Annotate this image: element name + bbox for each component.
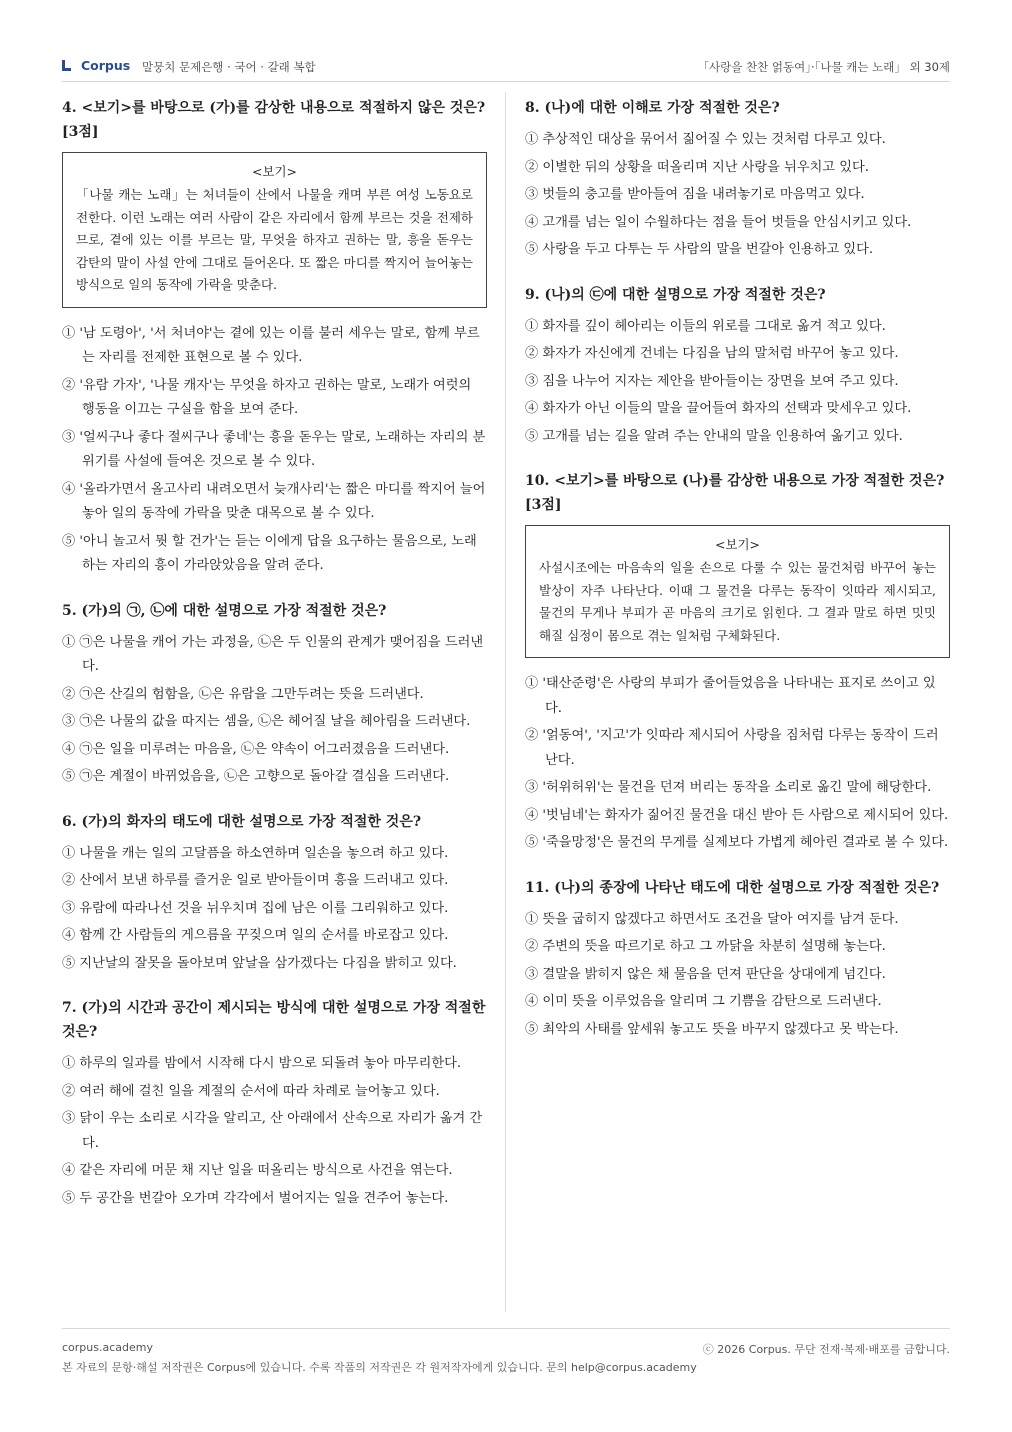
footer-copyright: ⓒ 2026 Corpus. 무단 전재·복제·배포를 금합니다. [702,1343,950,1356]
option-1[interactable]: ① 추상적인 대상을 묶어서 짊어질 수 있는 것처럼 다루고 있다. [525,132,886,147]
option-5[interactable]: ⑤ '죽을망정'은 물건의 무게를 실제보다 가볍게 헤아린 결과로 볼 수 있다. [525,835,949,850]
option-1[interactable]: ① 뜻을 굽히지 않겠다고 하면서도 조건을 달아 여지를 남겨 둔다. [525,911,899,927]
option-5[interactable]: ⑤ 지난날의 잘못을 돌아보며 앞날을 삼가겠다는 다짐을 밝히고 있다. [62,955,457,971]
option-3[interactable]: ③ 유람에 따라나선 것을 뉘우치며 집에 남은 이를 그리워하고 있다. [62,900,449,916]
question-stem: 7. (가)의 시간과 공간이 제시되는 방식에 대한 설명으로 가장 적절한 것은? [62,1000,486,1040]
option-5[interactable]: ⑤ ㉠은 계절이 바뀌었음을, ㉡은 고향으로 돌아갈 결심을 드러낸다. [62,769,450,784]
bogi-body: 「나물 캐는 노래」는 처녀들이 산에서 나물을 캐며 부른 여성 노동요로 전한다. 이런 노래는 여러 사람이 같은 자리에서 함께 부르는 것을 전제하므로, 곁에 있는 이를 부르는 말, 무엇을 하자고 권하는 말, 흥을 돋우는 감탄의 말이 사설 안에 그대로 들어온다. 또 짧은 마디를 짝지어 늘어놓는 방식으로 일의 동작에 가락을 맞춘다. [76,187,473,292]
option-4[interactable]: ④ 함께 간 사람들의 게으름을 꾸짖으며 일의 순서를 바로잡고 있다. [62,928,449,943]
option-1[interactable]: ① 하루의 일과를 밤에서 시작해 다시 밤으로 되돌려 놓아 마무리한다. [62,1056,462,1071]
option-4[interactable]: ④ 화자가 아닌 이들의 말을 끌어들여 화자의 선택과 맞세우고 있다. [525,401,912,416]
option-3[interactable]: ③ 짐을 나누어 지자는 제안을 받아들이는 장면을 보여 주고 있다. [525,373,899,389]
option-4[interactable]: ④ 같은 자리에 머문 채 지난 일을 떠올리는 방식으로 사건을 엮는다. [62,1163,453,1178]
question-stem: 5. (가)의 ㉠, ㉡에 대한 설명으로 가장 적절한 것은? [62,602,387,619]
option-2[interactable]: ② ㉠은 산길의 험함을, ㉡은 유람을 그만두려는 뜻을 드러낸다. [62,686,424,702]
page-header [62,57,950,82]
option-5[interactable]: ⑤ 두 공간을 번갈아 오가며 각각에서 벌어지는 일을 견주어 놓는다. [62,1190,449,1206]
option-2[interactable]: ② 산에서 보낸 하루를 즐거운 일로 받아들이며 흥을 드러내고 있다. [62,873,449,888]
option-2[interactable]: ② '유람 가자', '나물 캐자'는 무엇을 하자고 권하는 말로, 노래가 여럿의 행동을 이끄는 구실을 함을 보여 준다. [62,377,472,417]
option-5[interactable]: ⑤ 고개를 넘는 길을 알려 주는 안내의 말을 인용하여 옮기고 있다. [525,428,903,444]
option-2[interactable]: ② '얽동여', '지고'가 잇따라 제시되어 사랑을 짐처럼 다루는 동작이 드러난다. [525,728,939,768]
question-6 [62,810,487,977]
option-5[interactable]: ⑤ 최악의 사태를 앞세워 놓고도 뜻을 바꾸지 않겠다고 못 박는다. [525,1021,899,1037]
option-2[interactable]: ② 이별한 뒤의 상황을 떠올리며 지난 사랑을 뉘우치고 있다. [525,159,869,175]
option-3[interactable]: ③ ㉠은 나물의 값을 따지는 셈을, ㉡은 헤어질 날을 헤아림을 드러낸다. [62,714,471,729]
header-title: 말뭉치 문제은행 · 국어 · 갈래 복합 [142,60,316,74]
question-4 [62,96,487,579]
option-2[interactable]: ② 화자가 자신에게 건네는 다짐을 남의 말처럼 바꾸어 놓고 있다. [525,346,899,361]
bogi-body: 사설시조에는 마음속의 일을 손으로 다룰 수 있는 물건처럼 바꾸어 놓는 발상이 자주 나타난다. 이때 그 물건을 다루는 동작이 잇따라 제시되고, 물건의 무게나 부피가 곧 마음의 크기로 읽힌다. 그 결과 말로 하면 밋밋해질 심정이 몸으로 겪는 일처럼 구체화된다. [539,560,936,643]
column-divider [505,92,506,1312]
footer-notice: 본 자료의 문항·해설 저작권은 Corpus에 있습니다. 수록 작품의 저작권은 각 원저작자에게 있습니다. 문의 help@corpus.academy [62,1361,697,1374]
question-stem: 9. (나)의 ㉢에 대한 설명으로 가장 적절한 것은? [525,286,826,303]
question-7 [62,996,487,1211]
question-stem: 8. (나)에 대한 이해로 가장 적절한 것은? [525,100,780,116]
brand-name: Corpus [81,58,131,73]
option-3[interactable]: ③ 벗들의 충고를 받아들여 짐을 내려놓기로 마음먹고 있다. [525,187,865,202]
question-5 [62,599,487,790]
option-4[interactable]: ④ '올라가면서 올고사리 내려오면서 늦개사리'는 짧은 마디를 짝지어 늘어놓아 일의 동작에 가락을 맞춘 대목으로 볼 수 있다. [62,481,486,521]
corpus-logo-icon [62,60,71,71]
question-stem: 11. (나)의 종장에 나타난 태도에 대한 설명으로 가장 적절한 것은? [525,879,940,896]
option-1[interactable]: ① ㉠은 나물을 캐어 가는 과정을, ㉡은 두 인물의 관계가 맺어짐을 드러낸다. [62,634,484,674]
option-2[interactable]: ② 주변의 뜻을 따르기로 하고 그 까닭을 차분히 설명해 놓는다. [525,939,886,954]
option-5[interactable]: ⑤ '아니 놀고서 뭣 할 건가'는 듣는 이에게 답을 요구하는 물음으로, 노래하는 자리의 흥이 가라앉았음을 알려 준다. [62,533,477,573]
question-11 [525,876,950,1043]
option-2[interactable]: ② 여러 해에 걸친 일을 계절의 순서에 따라 차례로 늘어놓고 있다. [62,1083,440,1099]
left-column [62,96,487,1231]
right-column [525,96,950,1062]
option-4[interactable]: ④ 이미 뜻을 이루었음을 알리며 그 기쁨을 감탄으로 드러낸다. [525,994,882,1009]
option-3[interactable]: ③ 닭이 우는 소리로 시각을 알리고, 산 아래에서 산속으로 자리가 옮겨 간다. [62,1111,483,1151]
question-stem: 10. <보기>를 바탕으로 (나)를 감상한 내용으로 가장 적절한 것은? [3점] [525,473,945,513]
footer-site-link[interactable]: corpus.academy [62,1341,153,1354]
option-3[interactable]: ③ '허위허위'는 물건을 던져 버리는 동작을 소리로 옮긴 말에 해당한다. [525,780,932,795]
option-4[interactable]: ④ 고개를 넘는 일이 수월하다는 점을 들어 벗들을 안심시키고 있다. [525,214,912,230]
page-footer [62,1328,950,1374]
option-1[interactable]: ① '태산준령'은 사랑의 부피가 줄어들었음을 나타내는 표지로 쓰이고 있다. [525,676,936,716]
header-work-titles: 「사랑을 찬찬 얽동여」·「나물 캐는 노래」 외 30제 [697,60,950,74]
option-1[interactable]: ① 화자를 깊이 헤아리는 이들의 위로를 그대로 옮겨 적고 있다. [525,318,886,334]
question-10 [525,469,950,856]
option-4[interactable]: ④ '벗님네'는 화자가 짊어진 물건을 대신 받아 든 사람으로 제시되어 있다. [525,807,949,823]
option-1[interactable]: ① 나물을 캐는 일의 고달픔을 하소연하며 일손을 놓으려 하고 있다. [62,845,449,861]
question-stem: 4. <보기>를 바탕으로 (가)를 감상한 내용으로 적절하지 않은 것은? [3점] [62,100,486,140]
option-3[interactable]: ③ '얼씨구나 좋다 절씨구나 좋네'는 흥을 돋우는 말로, 노래하는 자리의 분위기를 사설에 들여온 것으로 볼 수 있다. [62,429,486,469]
bogi-box [525,525,950,658]
option-1[interactable]: ① '남 도령아', '서 처녀야'는 곁에 있는 이를 불러 세우는 말로, 함께 부르는 자리를 전제한 표현으로 볼 수 있다. [62,325,480,365]
option-4[interactable]: ④ ㉠은 일을 미루려는 마음을, ㉡은 약속이 어그러졌음을 드러낸다. [62,741,450,757]
question-stem: 6. (가)의 화자의 태도에 대한 설명으로 가장 적절한 것은? [62,813,422,830]
option-5[interactable]: ⑤ 사랑을 두고 다투는 두 사람의 말을 번갈아 인용하고 있다. [525,242,874,257]
question-9 [525,283,950,450]
bogi-title: <보기> [251,164,298,179]
bogi-title: <보기> [714,537,761,552]
bogi-box [62,152,487,308]
question-8 [525,96,950,263]
option-3[interactable]: ③ 결말을 밝히지 않은 채 물음을 던져 판단을 상대에게 넘긴다. [525,966,886,982]
